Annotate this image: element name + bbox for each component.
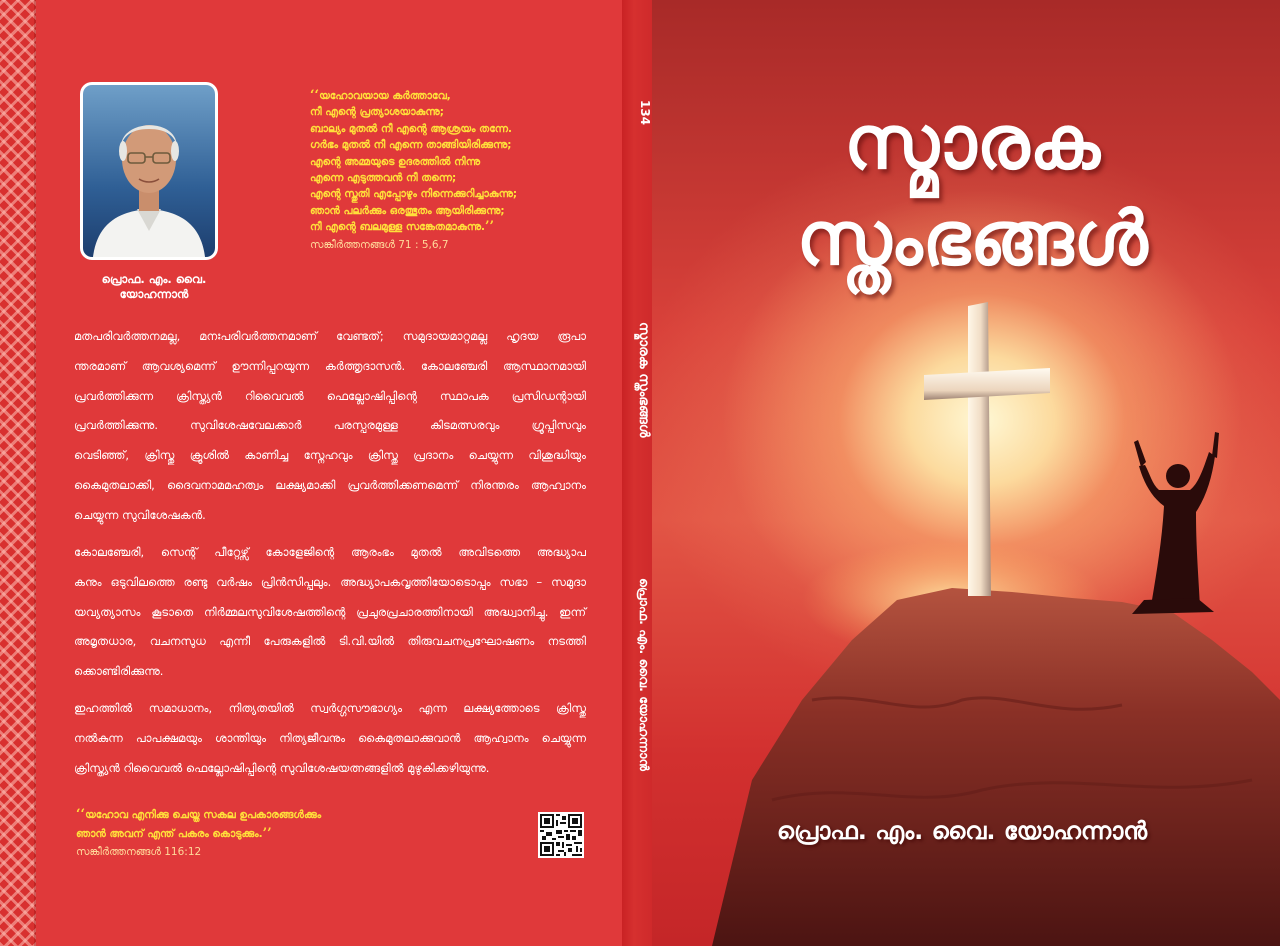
title-line-1: സ്മാരക [844,100,1100,186]
paragraph-line: ക്കൊണ്ടിരിക്കുന്നു. [74,664,164,679]
quote-line: എന്റെ സ്തുതി എപ്പോഴും നിന്നെക്കുറിച്ചാകുന്നു; [310,188,518,201]
quote-line: നീ എന്റെ പ്രത്യാശയാകുന്നു; [310,106,444,119]
book-spine [622,0,652,946]
title-line-2: സ്തംഭങ്ങൾ [796,196,1148,282]
front-cover [652,0,1280,946]
worshipper-silhouette-icon [1132,432,1219,614]
paragraph-line: കോലഞ്ചേരി, സെന്റ് പീറ്റേഴ്സ് കോളേജിന്റെ ആരംഭം മുതൽ അവിടത്തെ അദ്ധ്യാപ [74,545,586,559]
paragraph-line: ചെയ്യുന്ന സുവിശേഷകൻ. [74,507,206,522]
paragraph-line: ഇഹത്തിൽ സമാധാനം, നിത്യതയിൽ സ്വർഗ്ഗസൗഭാഗ്യം എന്ന ലക്ഷ്യത്തോടെ ക്രിസ്തു [74,701,586,715]
spine-title: സ്മാരക സ്തംഭങ്ങൾ [636,322,652,438]
author-portrait-image [83,85,215,257]
qr-code [538,812,584,858]
paragraph-line: അമൃതധാര, വചനസുധ എന്നീ പേരുകളിൽ ടി.വി.യിൽ തിരുവചനപ്രഘോഷണം നടത്തി [74,634,586,649]
paragraph-line: പ്രവർത്തിക്കുന്ന ക്രിസ്ത്യൻ റിവൈവൽ ഫെല്ലോഷിപ്പിന്റെ സ്ഥാപക പ്രസിഡന്റായി [74,388,586,403]
paragraph-line: മതപരിവർത്തനമല്ല, മനഃപരിവർത്തനമാണ് വേണ്ടത്; സമുദായമാറ്റമല്ല ഹൃദയ രൂപാ [74,329,586,343]
bottom-bible-quote: ‘‘യഹോവ എനിക്കു ചെയ്ത സകല ഉപകാരങ്ങൾക്കും ഞാൻ അവന് എന്ത് പകരം കൊടുക്കും.’’ സങ്കീർത്തനങ്ങൾ 116:12 [76,806,406,862]
quote-line: ബാല്യം മുതൽ നീ എന്റെ ആശ്രയം തന്നേ. [310,122,513,135]
paragraph-line: കൈമുതലാക്കി, ദൈവനാമമഹത്വം ലക്ഷ്യമാക്കി പ്രവർത്തിക്കണമെന്ന് നിരന്തരം ആഹ്വാനം [74,477,586,492]
decorative-border-pattern [0,0,36,946]
back-cover [0,0,622,946]
rocky-cliff [712,588,1280,946]
biography-paragraph-1 [74,322,586,531]
paragraph-line: വെടിഞ്ഞ്, ക്രിസ്തു ക്രൂശിൽ കാണിച്ച സ്നേഹവും ക്രിസ്തു പ്രദാനം ചെയ്യുന്ന വിശുദ്ധിയും [74,448,586,463]
quote-line: നീ എന്റെ ബലമുള്ള സങ്കേതമാകുന്നു. [310,221,485,234]
paragraph-line: ന്തരമാണ് ആവശ്യമെന്ന് ഊന്നിപ്പറയുന്ന കർത്തൃദാസൻ. കോലഞ്ചേരി ആസ്ഥാനമായി [74,358,586,373]
quote-line: ഞാൻ പലർക്കും ഒരത്ഭുതം ആയിരിക്കുന്നു; [310,204,505,217]
paragraph-line: കനും ഒടുവിലത്തെ രണ്ടു വർഷം പ്രിൻസിപ്പലും. അദ്ധ്യാപകവൃത്തിയോടൊപ്പം സഭാ – സമുദാ [74,574,586,589]
paragraph-line: നൽകുന്ന പാപക്ഷമയും ശാന്തിയും നിത്യജീവനും കൈമുതലാക്കുവാൻ ആഹ്വാനം ചെയ്യുന്ന [74,730,586,745]
quote-line: യഹോവയായ കർത്താവേ, [319,90,451,102]
paragraph-line: പ്രവർത്തിക്കുന്നു. സുവിശേഷവേലക്കാർ പരസ്പരമുള്ള കിടമത്സരവും ഗ്രൂപ്പിസവും [74,418,586,433]
author-photo [80,82,218,260]
qr-code-icon [540,814,582,856]
biography-paragraph-3 [74,694,586,783]
quote-line: ഞാൻ അവന് എന്ത് പകരം കൊടുക്കും. [76,827,263,840]
quote-line: ഗർഭം മുതൽ നീ എന്നെ താങ്ങിയിരിക്കുന്നു; [310,139,512,152]
quote-line: എന്നെ എടുത്തവൻ നീ തന്നെ; [310,172,457,185]
book-title [712,95,1232,287]
front-author-name: പ്രൊഫ. എം. വൈ. യോഹന്നാൻ [776,817,1148,845]
spine-number: 134 [638,100,652,126]
quote-line: യഹോവ എനിക്കു ചെയ്ത സകല ഉപകാരങ്ങൾക്കും [85,809,322,821]
top-bible-quote: ‘‘യഹോവയായ കർത്താവേ, നീ എന്റെ പ്രത്യാശയാകുന്നു; ബാല്യം മുതൽ നീ എന്റെ ആശ്രയം തന്നേ. ഗർഭം മുതൽ നീ എന്നെ താങ്ങിയിരിക്കുന്നു; എന്റെ അമ്മയുടെ ഉദരത്തിൽ നിന്നു എന്നെ എടുത്തവൻ നീ തന്നെ; എന്റെ സ്തുതി എപ്പോഴും നിന്നെക്കുറിച്ചാകുന്നു; ഞാൻ പലർക്കും ഒരത്ഭുതം ആയിരിക്കുന്നു; നീ എന്റെ ബലമുള്ള സങ്കേതമാകുന്നു.’’ സങ്കീർത്തനങ്ങൾ 71 : 5,6,7 [310,88,610,253]
quote-reference: സങ്കീർത്തനങ്ങൾ 71 : 5,6,7 [310,238,449,251]
author-caption: പ്രൊഫ. എം. വൈ. യോഹന്നാൻ [101,272,207,301]
spine-author: പ്രൊഫ. എം. വൈ. യോഹന്നാൻ [637,578,652,771]
paragraph-line: യവ്യത്യാസം കൂടാതെ നിർമ്മലസുവിശേഷത്തിന്റെ പ്രചുരപ്രചാരത്തിനായി അദ്ധ്വാനിച്ചു. ഇന്ന് [74,604,586,619]
paragraph-line: ക്രിസ്ത്യൻ റിവൈവൽ ഫെല്ലോഷിപ്പിന്റെ സുവിശേഷയത്നങ്ങളിൽ മുഴുകിക്കഴിയുന്നു. [74,760,490,775]
quote-line: എന്റെ അമ്മയുടെ ഉദരത്തിൽ നിന്നു [310,155,480,168]
quote-reference: സങ്കീർത്തനങ്ങൾ 116:12 [76,846,202,858]
biography-paragraph-2 [74,538,586,687]
